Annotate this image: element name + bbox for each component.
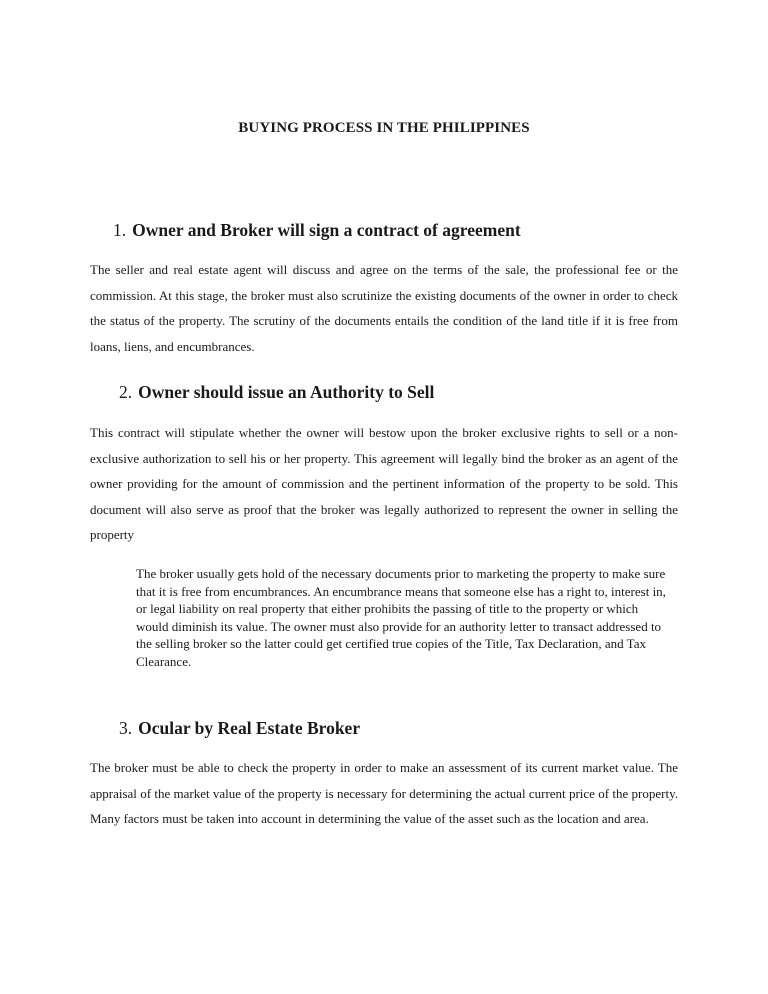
- section-title: Owner should issue an Authority to Sell: [138, 382, 435, 402]
- section-heading-1: [113, 220, 521, 241]
- section-body-2: This contract will stipulate whether the owner will bestow upon the broker exclusive rights to sell or a non-exclusive authorization to sell his or her property. This agreement will legally bind the broker as an agent of the owner providing for the amount of commission and the pertinent information of the property to be sold. This document will also serve as proof that the broker was legally authorized to represent the owner in selling the property: [90, 425, 678, 542]
- section-body-3: The broker must be able to check the property in order to make an assessment of its current market value. The appraisal of the market value of the property is necessary for determining the actual current price of the property. Many factors must be taken into account in determining the value of the asset such as the location and area.: [90, 760, 678, 826]
- section-note-2: The broker usually gets hold of the necessary documents prior to marketing the property to make sure that it is free from encumbrances. An encumbrance means that someone else has a right to, interest in, or legal liability on real property that either prohibits the passing of title to the property or which would diminish its value. The owner must also provide for an authority letter to transact addressed to the selling broker so the latter could get certified true copies of the Title, Tax Declaration, and Tax Clearance.: [136, 566, 666, 669]
- section-number: 1.: [113, 220, 127, 240]
- section-title: Owner and Broker will sign a contract of agreement: [132, 220, 521, 240]
- section-heading-3: [119, 718, 360, 739]
- section-title: Ocular by Real Estate Broker: [138, 718, 361, 738]
- section-number: 3.: [119, 718, 133, 738]
- page-title: BUYING PROCESS IN THE PHILIPPINES: [238, 120, 530, 136]
- section-heading-2: [119, 382, 434, 403]
- section-number: 2.: [119, 382, 133, 402]
- section-body-1: The seller and real estate agent will discuss and agree on the terms of the sale, the professional fee or the commission. At this stage, the broker must also scrutinize the existing documents of the owner in order to check the status of the property. The scrutiny of the documents entails the condition of the land title if it is free from loans, liens, and encumbrances.: [90, 262, 678, 354]
